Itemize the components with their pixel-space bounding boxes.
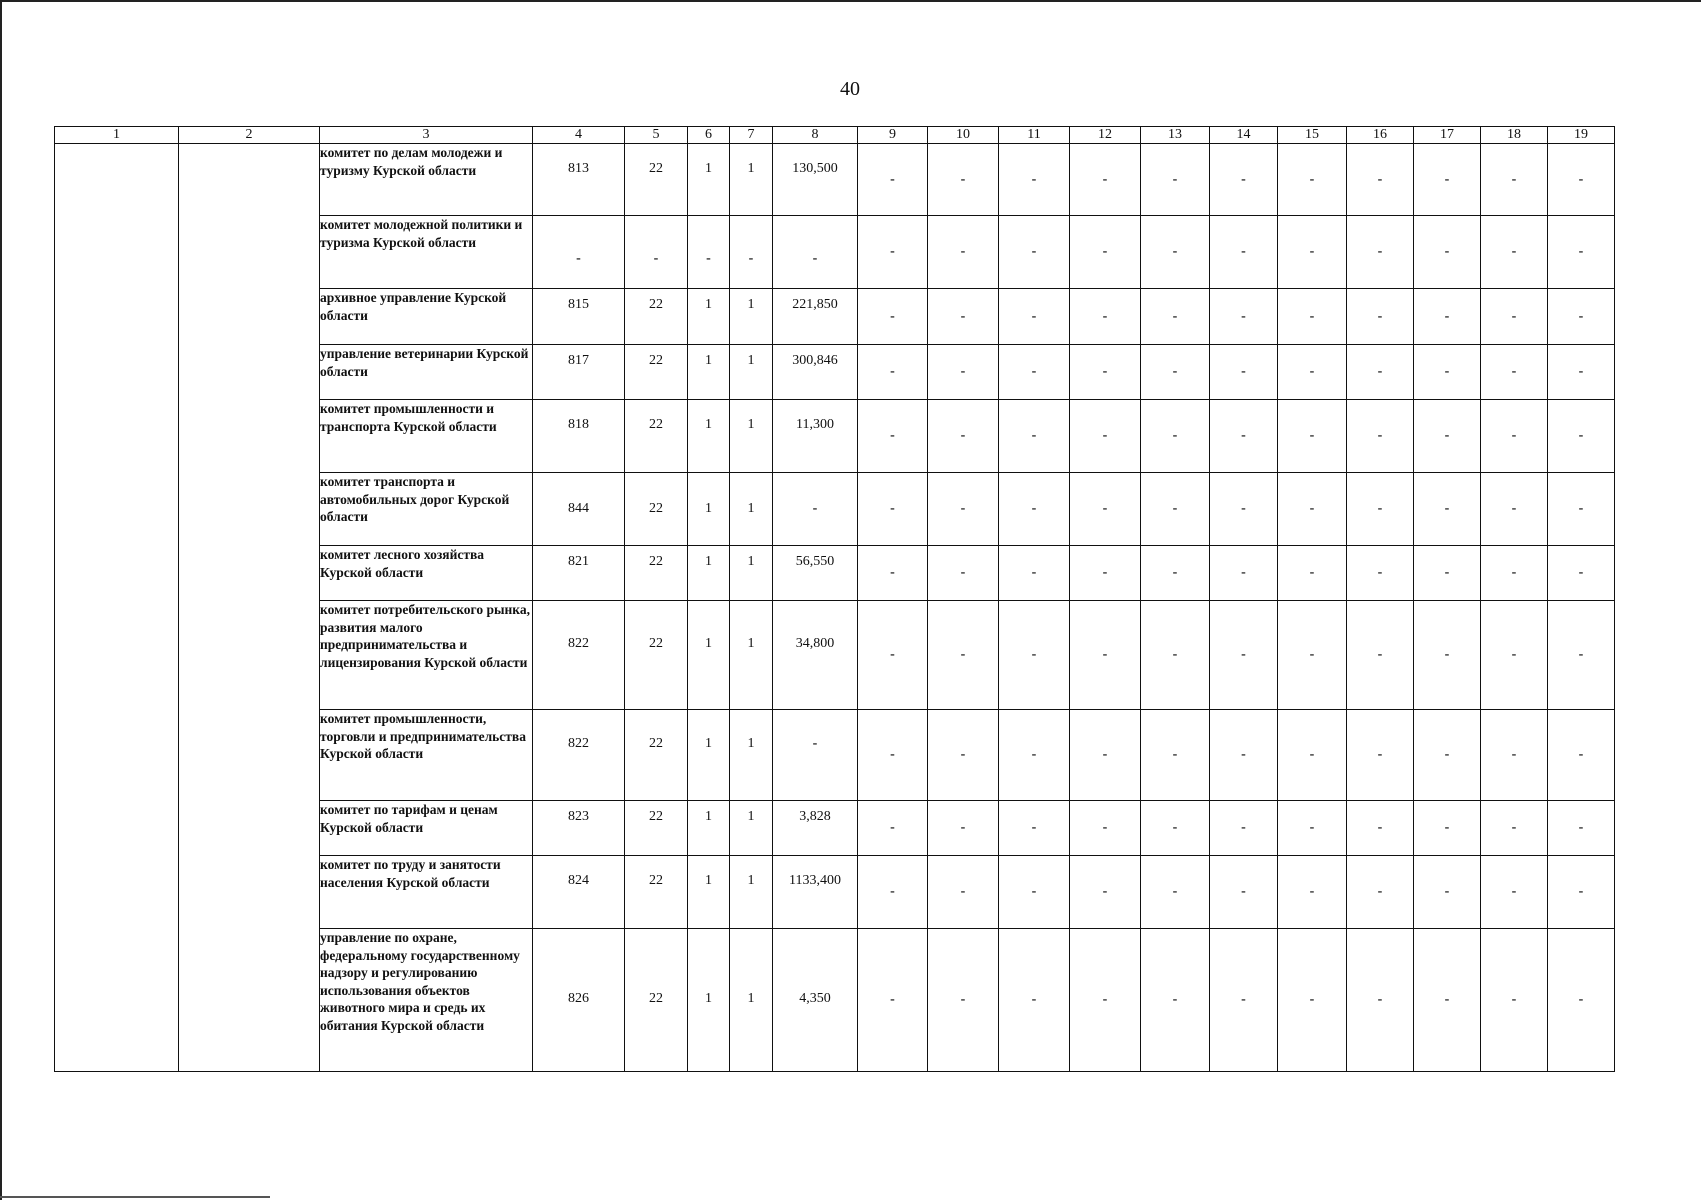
cell-c6: 1 <box>688 144 730 216</box>
cell-c10: - <box>928 710 999 801</box>
cell-c10: - <box>928 856 999 929</box>
cell-c18: - <box>1481 601 1548 710</box>
column-header-1: 1 <box>55 127 179 144</box>
cell-c9: - <box>858 929 928 1072</box>
cell-c8: 130,500 <box>773 144 858 216</box>
cell-c4: 818 <box>533 400 625 473</box>
cell-c10: - <box>928 144 999 216</box>
cell-c11: - <box>999 801 1070 856</box>
cell-c12: - <box>1070 856 1141 929</box>
cell-c9: - <box>858 216 928 289</box>
header-row <box>55 127 1615 144</box>
cell-c4: 813 <box>533 144 625 216</box>
cell-c16: - <box>1347 400 1414 473</box>
cell-c10: - <box>928 546 999 601</box>
cell-c8: - <box>773 473 858 546</box>
column-header-10: 10 <box>928 127 999 144</box>
cell-c13: - <box>1141 216 1210 289</box>
cell-c13: - <box>1141 601 1210 710</box>
column-header-15: 15 <box>1278 127 1347 144</box>
cell-c15: - <box>1278 400 1347 473</box>
cell-c18: - <box>1481 289 1548 345</box>
cell-c15: - <box>1278 601 1347 710</box>
cell-c18: - <box>1481 710 1548 801</box>
cell-c14: - <box>1210 216 1278 289</box>
cell-c13: - <box>1141 801 1210 856</box>
cell-c12: - <box>1070 400 1141 473</box>
cell-c15: - <box>1278 546 1347 601</box>
cell-c15: - <box>1278 216 1347 289</box>
scan-border-top <box>0 0 1701 2</box>
cell-c15: - <box>1278 929 1347 1072</box>
cell-c7: 1 <box>730 400 773 473</box>
organization-name: комитет по тарифам и ценам Курской области <box>320 801 533 856</box>
cell-c5: 22 <box>625 546 688 601</box>
organization-name: комитет по делам молодежи и туризму Курской области <box>320 144 533 216</box>
cell-c13: - <box>1141 710 1210 801</box>
column-header-14: 14 <box>1210 127 1278 144</box>
cell-c6: 1 <box>688 400 730 473</box>
cell-c16: - <box>1347 801 1414 856</box>
cell-c4: 817 <box>533 345 625 400</box>
organization-name: комитет лесного хозяйства Курской области <box>320 546 533 601</box>
table-body <box>55 144 1615 1072</box>
cell-c9: - <box>858 710 928 801</box>
cell-c6: 1 <box>688 473 730 546</box>
cell-c15: - <box>1278 345 1347 400</box>
cell-c12: - <box>1070 546 1141 601</box>
cell-c4: 824 <box>533 856 625 929</box>
cell-c8: 1133,400 <box>773 856 858 929</box>
cell-c5: 22 <box>625 144 688 216</box>
cell-c11: - <box>999 601 1070 710</box>
cell-c14: - <box>1210 929 1278 1072</box>
cell-c12: - <box>1070 929 1141 1072</box>
cell-c5: 22 <box>625 289 688 345</box>
cell-c19: - <box>1548 473 1615 546</box>
cell-c11: - <box>999 345 1070 400</box>
cell-c19: - <box>1548 929 1615 1072</box>
column-header-11: 11 <box>999 127 1070 144</box>
cell-c5: 22 <box>625 801 688 856</box>
cell-c8: 34,800 <box>773 601 858 710</box>
cell-c7: 1 <box>730 801 773 856</box>
cell-c9: - <box>858 289 928 345</box>
cell-c7: 1 <box>730 289 773 345</box>
cell-c6: 1 <box>688 601 730 710</box>
cell-c9: - <box>858 345 928 400</box>
cell-c14: - <box>1210 856 1278 929</box>
cell-c16: - <box>1347 929 1414 1072</box>
cell-c14: - <box>1210 144 1278 216</box>
cell-c19: - <box>1548 856 1615 929</box>
organization-name: комитет молодежной политики и туризма Курской области <box>320 216 533 289</box>
cell-c12: - <box>1070 801 1141 856</box>
column-header-4: 4 <box>533 127 625 144</box>
cell-c11: - <box>999 289 1070 345</box>
cell-c16: - <box>1347 144 1414 216</box>
cell-c15: - <box>1278 473 1347 546</box>
cell-c9: - <box>858 856 928 929</box>
cell-c17: - <box>1414 473 1481 546</box>
cell-c18: - <box>1481 856 1548 929</box>
cell-c10: - <box>928 216 999 289</box>
cell-c11: - <box>999 856 1070 929</box>
cell-c13: - <box>1141 345 1210 400</box>
cell-c6: - <box>688 216 730 289</box>
cell-c17: - <box>1414 856 1481 929</box>
cell-c5: 22 <box>625 601 688 710</box>
organization-name: комитет промышленности и транспорта Курской области <box>320 400 533 473</box>
cell-c11: - <box>999 473 1070 546</box>
cell-c6: 1 <box>688 546 730 601</box>
organization-name: управление ветеринарии Курской области <box>320 345 533 400</box>
cell-c9: - <box>858 400 928 473</box>
column-header-6: 6 <box>688 127 730 144</box>
cell-c7: 1 <box>730 546 773 601</box>
cell-c19: - <box>1548 216 1615 289</box>
cell-c19: - <box>1548 345 1615 400</box>
cell-c10: - <box>928 801 999 856</box>
cell-c10: - <box>928 400 999 473</box>
cell-c17: - <box>1414 546 1481 601</box>
cell-c19: - <box>1548 546 1615 601</box>
cell-c6: 1 <box>688 710 730 801</box>
cell-c18: - <box>1481 473 1548 546</box>
cell-c6: 1 <box>688 345 730 400</box>
column-header-17: 17 <box>1414 127 1481 144</box>
column-header-7: 7 <box>730 127 773 144</box>
cell-c16: - <box>1347 601 1414 710</box>
cell-c5: 22 <box>625 929 688 1072</box>
cell-c16: - <box>1347 216 1414 289</box>
cell-c5: - <box>625 216 688 289</box>
cell-c7: 1 <box>730 710 773 801</box>
cell-c10: - <box>928 601 999 710</box>
cell-c14: - <box>1210 289 1278 345</box>
cell-c13: - <box>1141 400 1210 473</box>
budget-table <box>54 126 1615 1072</box>
column-header-9: 9 <box>858 127 928 144</box>
cell-c9: - <box>858 601 928 710</box>
cell-c18: - <box>1481 801 1548 856</box>
cell-c11: - <box>999 710 1070 801</box>
cell-c4: 821 <box>533 546 625 601</box>
cell-c17: - <box>1414 216 1481 289</box>
page-number: 40 <box>840 78 860 100</box>
cell-c13: - <box>1141 473 1210 546</box>
cell-c13: - <box>1141 289 1210 345</box>
cell-c17: - <box>1414 144 1481 216</box>
organization-name: комитет по труду и занятости населения Курской области <box>320 856 533 929</box>
cell-c5: 22 <box>625 345 688 400</box>
organization-name: комитет потребительского рынка, развития малого предпринимательства и лицензирования Курской области <box>320 601 533 710</box>
cell-c16: - <box>1347 546 1414 601</box>
cell-c19: - <box>1548 289 1615 345</box>
organization-name: управление по охране, федеральному государственному надзору и регулированию использования объектов животного мира и средь их обитания Курской области <box>320 929 533 1072</box>
cell-c10: - <box>928 345 999 400</box>
cell-c9: - <box>858 546 928 601</box>
col-1-cell <box>55 144 179 1072</box>
cell-c12: - <box>1070 144 1141 216</box>
col-2-cell <box>179 144 320 1072</box>
cell-c7: - <box>730 216 773 289</box>
cell-c19: - <box>1548 801 1615 856</box>
column-header-3: 3 <box>320 127 533 144</box>
cell-c8: 56,550 <box>773 546 858 601</box>
cell-c17: - <box>1414 929 1481 1072</box>
organization-name: архивное управление Курской области <box>320 289 533 345</box>
cell-c4: 826 <box>533 929 625 1072</box>
cell-c7: 1 <box>730 473 773 546</box>
cell-c13: - <box>1141 856 1210 929</box>
cell-c19: - <box>1548 144 1615 216</box>
cell-c4: 822 <box>533 601 625 710</box>
cell-c11: - <box>999 546 1070 601</box>
cell-c16: - <box>1347 289 1414 345</box>
cell-c11: - <box>999 400 1070 473</box>
cell-c16: - <box>1347 473 1414 546</box>
cell-c5: 22 <box>625 400 688 473</box>
cell-c18: - <box>1481 546 1548 601</box>
cell-c17: - <box>1414 801 1481 856</box>
cell-c17: - <box>1414 601 1481 710</box>
cell-c15: - <box>1278 144 1347 216</box>
cell-c10: - <box>928 289 999 345</box>
cell-c14: - <box>1210 546 1278 601</box>
cell-c18: - <box>1481 216 1548 289</box>
cell-c15: - <box>1278 710 1347 801</box>
cell-c7: 1 <box>730 144 773 216</box>
cell-c18: - <box>1481 144 1548 216</box>
cell-c8: 3,828 <box>773 801 858 856</box>
cell-c11: - <box>999 144 1070 216</box>
cell-c17: - <box>1414 345 1481 400</box>
table-row <box>55 144 1615 216</box>
cell-c7: 1 <box>730 856 773 929</box>
cell-c6: 1 <box>688 929 730 1072</box>
cell-c4: - <box>533 216 625 289</box>
cell-c18: - <box>1481 345 1548 400</box>
cell-c12: - <box>1070 289 1141 345</box>
cell-c12: - <box>1070 601 1141 710</box>
column-header-19: 19 <box>1548 127 1615 144</box>
cell-c16: - <box>1347 856 1414 929</box>
cell-c9: - <box>858 473 928 546</box>
cell-c14: - <box>1210 710 1278 801</box>
cell-c9: - <box>858 144 928 216</box>
cell-c4: 822 <box>533 710 625 801</box>
cell-c13: - <box>1141 144 1210 216</box>
cell-c19: - <box>1548 710 1615 801</box>
cell-c9: - <box>858 801 928 856</box>
cell-c8: 4,350 <box>773 929 858 1072</box>
cell-c8: 221,850 <box>773 289 858 345</box>
cell-c8: 11,300 <box>773 400 858 473</box>
column-header-2: 2 <box>179 127 320 144</box>
cell-c17: - <box>1414 400 1481 473</box>
cell-c6: 1 <box>688 289 730 345</box>
cell-c14: - <box>1210 400 1278 473</box>
cell-c4: 823 <box>533 801 625 856</box>
cell-c19: - <box>1548 601 1615 710</box>
column-header-18: 18 <box>1481 127 1548 144</box>
cell-c18: - <box>1481 929 1548 1072</box>
cell-c12: - <box>1070 345 1141 400</box>
cell-c11: - <box>999 929 1070 1072</box>
column-header-8: 8 <box>773 127 858 144</box>
cell-c12: - <box>1070 216 1141 289</box>
cell-c12: - <box>1070 473 1141 546</box>
cell-c18: - <box>1481 400 1548 473</box>
cell-c10: - <box>928 473 999 546</box>
scan-border-bottom <box>0 1196 270 1198</box>
organization-name: комитет транспорта и автомобильных дорог Курской области <box>320 473 533 546</box>
cell-c8: 300,846 <box>773 345 858 400</box>
cell-c17: - <box>1414 289 1481 345</box>
cell-c15: - <box>1278 801 1347 856</box>
cell-c10: - <box>928 929 999 1072</box>
cell-c14: - <box>1210 801 1278 856</box>
cell-c6: 1 <box>688 801 730 856</box>
cell-c12: - <box>1070 710 1141 801</box>
cell-c14: - <box>1210 601 1278 710</box>
cell-c8: - <box>773 710 858 801</box>
cell-c11: - <box>999 216 1070 289</box>
cell-c7: 1 <box>730 601 773 710</box>
cell-c4: 844 <box>533 473 625 546</box>
cell-c5: 22 <box>625 473 688 546</box>
organization-name: комитет промышленности, торговли и предпринимательства Курской области <box>320 710 533 801</box>
cell-c16: - <box>1347 345 1414 400</box>
scan-border-left <box>0 0 2 1200</box>
cell-c6: 1 <box>688 856 730 929</box>
cell-c4: 815 <box>533 289 625 345</box>
cell-c7: 1 <box>730 929 773 1072</box>
cell-c15: - <box>1278 289 1347 345</box>
cell-c14: - <box>1210 473 1278 546</box>
cell-c17: - <box>1414 710 1481 801</box>
cell-c19: - <box>1548 400 1615 473</box>
cell-c15: - <box>1278 856 1347 929</box>
cell-c5: 22 <box>625 710 688 801</box>
column-header-5: 5 <box>625 127 688 144</box>
cell-c8: - <box>773 216 858 289</box>
cell-c13: - <box>1141 546 1210 601</box>
cell-c5: 22 <box>625 856 688 929</box>
column-header-16: 16 <box>1347 127 1414 144</box>
cell-c13: - <box>1141 929 1210 1072</box>
cell-c16: - <box>1347 710 1414 801</box>
column-header-12: 12 <box>1070 127 1141 144</box>
column-header-13: 13 <box>1141 127 1210 144</box>
cell-c14: - <box>1210 345 1278 400</box>
cell-c7: 1 <box>730 345 773 400</box>
